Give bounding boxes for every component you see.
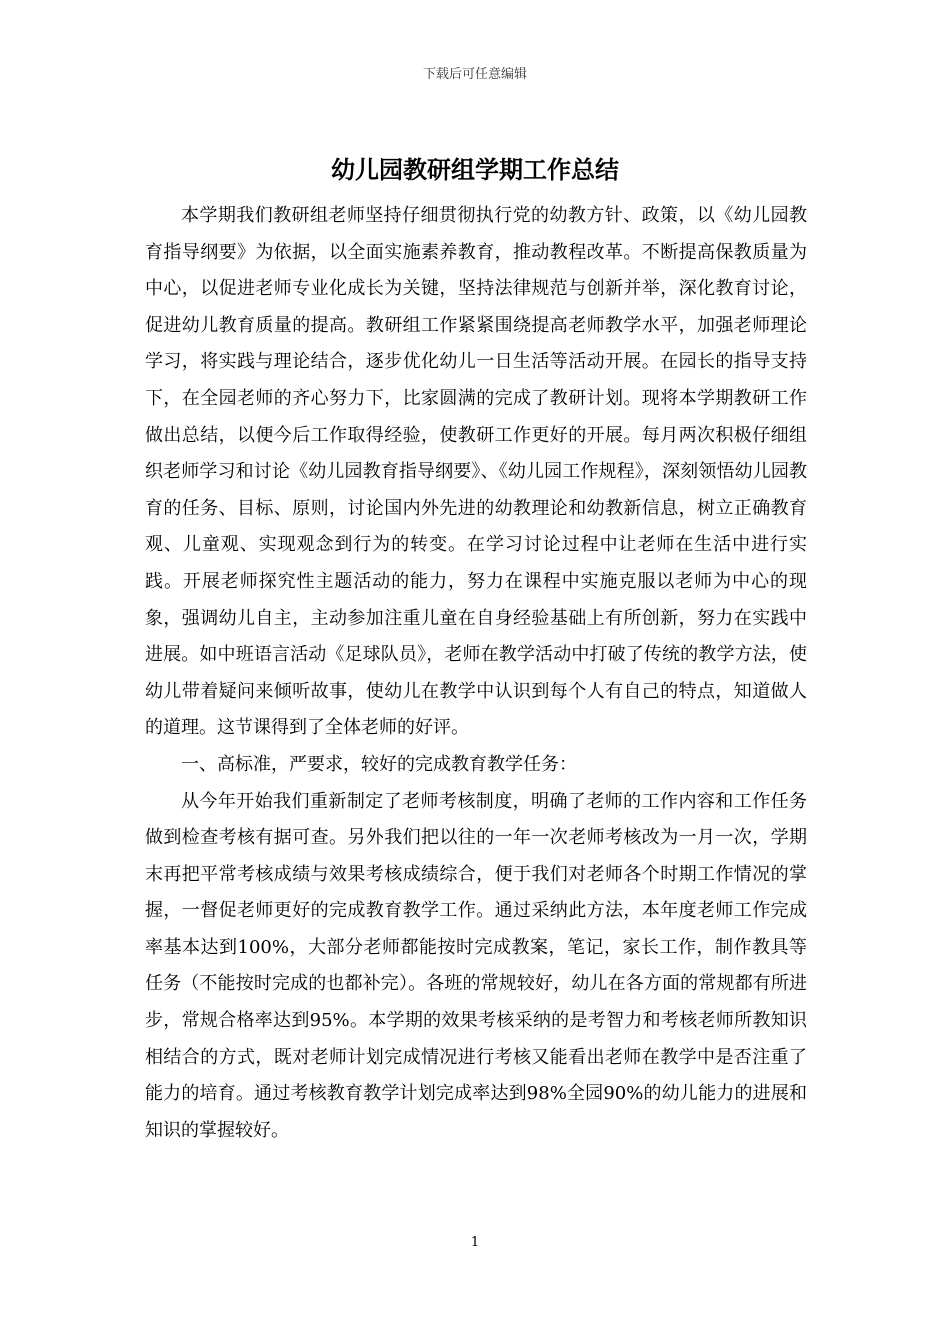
section-heading-1: 一、高标准，严要求，较好的完成教育教学任务： [181,753,577,775]
document-body [145,198,807,1149]
document-title: 幼儿园教研组学期工作总结 [331,155,619,184]
paragraph-intro: 本学期我们教研组老师坚持仔细贯彻执行党的幼教方针、政策，以《幼儿园教育指导纲要》为依据，以全面实施素养教育，推动教程改革。不断提高保教质量为中心，以促进老师专业化成长为关键，坚持法律规范与创新并举，深化教育讨论，促进幼儿教育质量的提高。教研组工作紧紧围绕提高老师教学水平，加强老师理论学习，将实践与理论结合，逐步优化幼儿一日生活等活动开展。在园长的指导支持下，在全园老师的齐心努力下，比家圆满的完成了教研计划。现将本学期教研工作做出总结，以便今后工作取得经验，使教研工作更好的开展。每月两次积极仔细组织老师学习和讨论《幼儿园教育指导纲要》、《幼儿园工作规程》，深刻领悟幼儿园教育的任务、目标、原则，讨论国内外先进的幼教理论和幼教新信息，树立正确教育观、儿童观、实现观念到行为的转变。在学习讨论过程中让老师在生活中进行实践。开展老师探究性主题活动的能力，努力在课程中实施克服以老师为中心的现象，强调幼儿自主，主动参加注重儿童在自身经验基础上有所创新，努力在实践中进展。如中班语言活动《足球队员》，老师在教学活动中打破了传统的教学方法，使幼儿带着疑问来倾听故事，使幼儿在教学中认识到每个人有自己的特点，知道做人的道理。这节课得到了全体老师的好评。 [145,205,807,739]
paragraph-assessment: 从今年开始我们重新制定了老师考核制度，明确了老师的工作内容和工作任务做到检查考核有据可查。另外我们把以往的一年一次老师考核改为一月一次，学期末再把平常考核成绩与效果考核成绩综合，便于我们对老师各个时期工作情况的掌握，一督促老师更好的完成教育教学工作。通过采纳此方法，本年度老师工作完成率基本达到100%，大部分老师都能按时完成教案，笔记，家长工作，制作教具等任务（不能按时完成的也都补完）。各班的常规较好，幼儿在各方面的常规都有所进步，常规合格率达到95%。本学期的效果考核采纳的是考智力和考核老师所教知识相结合的方式，既对老师计划完成情况进行考核又能看出老师在教学中是否注重了能力的培育。通过考核教育教学计划完成率达到98%全园90%的幼儿能力的进展和知识的掌握较好。 [145,790,807,1141]
header-note: 下载后可任意编辑 [422,67,527,82]
page-number: 1 [470,1235,480,1250]
